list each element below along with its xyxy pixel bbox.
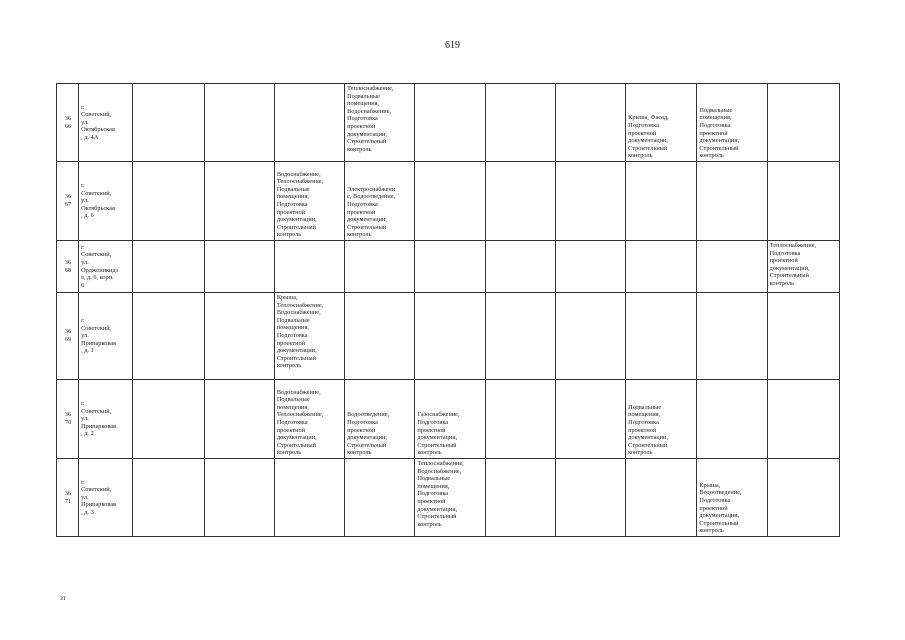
work-cell <box>133 293 204 380</box>
work-cell <box>555 241 625 293</box>
footer-mark: зт <box>60 594 66 602</box>
work-cell <box>274 459 344 537</box>
address-text: г. Советский, ул. Припарковая , д. 1 <box>81 317 116 355</box>
work-text: Крыша, Водоотведение, Подготовка проектной документации, Строительный контроль <box>699 481 742 535</box>
work-cell <box>555 459 625 537</box>
work-cell <box>485 293 555 380</box>
repair-schedule-table <box>56 83 840 537</box>
row-number-cell <box>57 380 79 459</box>
table-row <box>57 241 840 293</box>
address-text: г. Советский, ул. Припарковая , д. 2 <box>81 400 116 438</box>
address-text: г. Советский, ул. Октябрьская , д. 4А <box>81 103 115 141</box>
address-cell <box>79 293 133 380</box>
table-row <box>57 84 840 162</box>
work-cell <box>767 241 839 293</box>
work-cell <box>485 459 555 537</box>
work-cell <box>133 241 204 293</box>
work-cell <box>415 162 485 241</box>
row-number-cell <box>57 459 79 537</box>
address-text: г. Советский, ул. Октябрьская , д. 6 <box>81 182 115 220</box>
work-text: Электроснабжени е, Водоотведение, Подготовка проектной документации, Строительный контроль <box>347 185 396 239</box>
work-cell <box>415 293 485 380</box>
address-cell <box>79 162 133 241</box>
work-cell <box>345 84 415 162</box>
address-cell <box>79 380 133 459</box>
address-cell <box>79 84 133 162</box>
work-cell <box>697 162 767 241</box>
address-cell <box>79 459 133 537</box>
work-text: Водоснабжение, Подвальные помещения, Теплоснабжение, Подготовка проектной документации, Строительный контроль <box>276 388 324 457</box>
row-number: 36 68 <box>64 258 72 274</box>
work-cell <box>626 84 697 162</box>
row-number-cell <box>57 162 79 241</box>
row-number: 36 69 <box>64 328 72 343</box>
table-row <box>57 162 840 241</box>
work-cell <box>345 380 415 459</box>
work-text: Крыша, Теплоснабжение, Водоснабжение, Подвальные помещения, Подготовка проектной документации, Строительный контроль <box>276 294 324 370</box>
work-cell <box>697 380 767 459</box>
work-cell <box>345 459 415 537</box>
work-cell <box>697 293 767 380</box>
work-cell <box>697 459 767 537</box>
work-cell <box>555 380 625 459</box>
work-cell <box>133 459 204 537</box>
work-cell <box>485 162 555 241</box>
work-cell <box>345 293 415 380</box>
work-text: Подвальные помещения, Подготовка проектной документации, Строительный контроль <box>628 403 668 457</box>
work-cell <box>345 162 415 241</box>
work-cell <box>345 241 415 293</box>
row-number: 36 71 <box>64 489 72 505</box>
work-text: Водоснабжение, Теплоснабжение, Подвальные помещения, Подготовка проектной документации, Строительный контроль <box>276 170 324 239</box>
work-cell <box>274 162 344 241</box>
work-cell <box>626 380 697 459</box>
table-row <box>57 380 840 459</box>
table-row <box>57 293 840 380</box>
work-cell <box>133 84 204 162</box>
address-text: г. Советский, ул. Припарковая , д. 3 <box>81 478 116 516</box>
work-cell <box>626 241 697 293</box>
work-cell <box>204 293 274 380</box>
work-text: Водоотведение, Подготовка проектной документации, Строительный контроль <box>347 411 390 457</box>
work-text: Газоснабжение, Подготовка проектной документации, Строительный контроль <box>417 411 460 457</box>
work-cell <box>415 380 485 459</box>
work-cell <box>767 380 839 459</box>
work-text: Крыша, Фасад, Подготовка проектной документации, Строительный контроль <box>628 114 669 160</box>
address-cell <box>79 241 133 293</box>
work-cell <box>697 84 767 162</box>
work-cell <box>555 162 625 241</box>
work-cell <box>626 293 697 380</box>
work-cell <box>767 293 839 380</box>
work-text: Подвальные помещения, Подготовка проектной документации, Строительный контроль <box>699 106 740 160</box>
address-text: г. Советский, ул. Орджоникидз е, д. 6, корп. 6 <box>81 243 119 289</box>
row-number: 36 70 <box>64 411 72 426</box>
work-cell <box>555 293 625 380</box>
row-number-cell <box>57 293 79 380</box>
work-cell <box>204 380 274 459</box>
work-cell <box>204 459 274 537</box>
row-number-cell <box>57 84 79 162</box>
work-cell <box>767 459 839 537</box>
work-cell <box>415 84 485 162</box>
work-cell <box>626 162 697 241</box>
work-cell <box>204 241 274 293</box>
row-number: 36 66 <box>64 114 72 130</box>
work-cell <box>204 162 274 241</box>
table-row <box>57 459 840 537</box>
work-cell <box>485 380 555 459</box>
work-cell <box>697 241 767 293</box>
work-cell <box>204 84 274 162</box>
work-text: Теплоснабжение, Подготовка проектной документации, Строительный контроль <box>769 242 817 287</box>
work-cell <box>274 293 344 380</box>
work-cell <box>767 162 839 241</box>
work-cell <box>274 380 344 459</box>
work-cell <box>485 84 555 162</box>
work-cell <box>767 84 839 162</box>
work-cell <box>133 162 204 241</box>
work-cell <box>555 84 625 162</box>
work-cell <box>415 241 485 293</box>
work-cell <box>415 459 485 537</box>
work-cell <box>485 241 555 293</box>
page-number: 619 <box>445 40 460 51</box>
row-number-cell <box>57 241 79 293</box>
work-text: Теплоснабжение, Водоснабжение, Подвальные помещения, Подготовка проектной документации, Строительный контроль <box>417 460 464 528</box>
work-text: Теплоснабжение, Подвальные помещения, Водоснабжение, Подготовка проектной документации, Строительный контроль <box>347 85 394 153</box>
work-cell <box>133 380 204 459</box>
work-cell <box>274 84 344 162</box>
work-cell <box>274 241 344 293</box>
work-cell <box>626 459 697 537</box>
row-number: 36 67 <box>64 193 72 208</box>
